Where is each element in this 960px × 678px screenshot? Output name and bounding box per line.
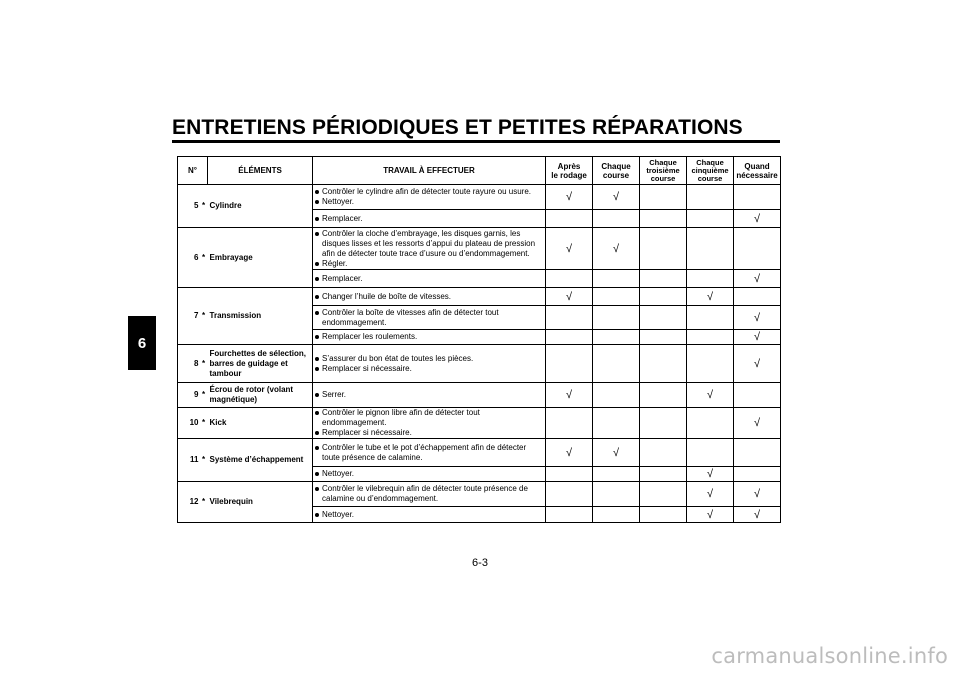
work-cell bbox=[313, 270, 546, 288]
check-cell bbox=[734, 482, 781, 507]
check-cell bbox=[593, 306, 640, 330]
task-item: Remplacer les roulements. bbox=[315, 332, 543, 342]
check-cell bbox=[640, 330, 687, 345]
check-cell bbox=[640, 306, 687, 330]
work-cell bbox=[313, 439, 546, 467]
check-cell bbox=[640, 228, 687, 270]
check-cell bbox=[640, 270, 687, 288]
work-cell bbox=[313, 507, 546, 523]
work-cell bbox=[313, 345, 546, 383]
task-list bbox=[315, 332, 543, 342]
item-element: Cylindre bbox=[208, 185, 313, 228]
task-list bbox=[315, 390, 543, 400]
check-mark-icon: √ bbox=[753, 272, 761, 285]
table-row bbox=[178, 383, 781, 408]
check-mark-icon: √ bbox=[706, 290, 714, 303]
page-number: 6-3 bbox=[472, 557, 488, 569]
check-cell bbox=[640, 439, 687, 467]
check-cell bbox=[640, 383, 687, 408]
check-cell bbox=[593, 507, 640, 523]
item-star: * bbox=[200, 288, 208, 345]
check-cell bbox=[640, 345, 687, 383]
check-cell bbox=[640, 288, 687, 306]
task-item: Remplacer. bbox=[315, 214, 543, 224]
check-cell bbox=[734, 383, 781, 408]
check-cell bbox=[687, 507, 734, 523]
check-cell bbox=[687, 185, 734, 210]
check-cell bbox=[546, 288, 593, 306]
task-list bbox=[315, 443, 543, 463]
item-star: * bbox=[200, 383, 208, 408]
header-num: N° bbox=[178, 157, 208, 185]
item-element: Embrayage bbox=[208, 228, 313, 288]
item-element: Système d’échappement bbox=[208, 439, 313, 482]
task-item: Contrôler la cloche d’embrayage, les disques garnis, les disques lisses et les ressorts d’appui du plateau de pression afin de détecter toute trace d’usure ou d’endommagement. bbox=[315, 229, 543, 259]
check-mark-icon: √ bbox=[612, 191, 620, 203]
check-cell bbox=[593, 330, 640, 345]
task-item: Serrer. bbox=[315, 390, 543, 400]
check-mark-icon: √ bbox=[565, 389, 573, 401]
check-cell bbox=[593, 228, 640, 270]
task-item: Régler. bbox=[315, 259, 543, 269]
check-cell bbox=[593, 467, 640, 482]
check-cell bbox=[593, 439, 640, 467]
table-row bbox=[178, 439, 781, 467]
table-row bbox=[178, 288, 781, 306]
item-star: * bbox=[200, 228, 208, 288]
task-item: Remplacer. bbox=[315, 274, 543, 284]
item-element: Kick bbox=[208, 408, 313, 439]
check-mark-icon: √ bbox=[753, 311, 761, 324]
check-cell bbox=[640, 467, 687, 482]
item-star: * bbox=[200, 439, 208, 482]
watermark: carmanualsonline.info bbox=[711, 644, 948, 668]
work-cell bbox=[313, 482, 546, 507]
task-list bbox=[315, 229, 543, 269]
check-mark-icon: √ bbox=[753, 488, 761, 500]
check-mark-icon: √ bbox=[753, 357, 761, 370]
check-cell bbox=[546, 270, 593, 288]
check-cell bbox=[546, 330, 593, 345]
check-mark-icon: √ bbox=[753, 331, 761, 343]
item-element: Fourchettes de sélection, barres de guidage et tambour bbox=[208, 345, 313, 383]
check-cell bbox=[640, 507, 687, 523]
task-item: Nettoyer. bbox=[315, 510, 543, 520]
check-cell bbox=[687, 228, 734, 270]
check-cell bbox=[593, 345, 640, 383]
check-cell bbox=[734, 467, 781, 482]
check-cell bbox=[687, 383, 734, 408]
work-cell bbox=[313, 288, 546, 306]
item-element: Vilebrequin bbox=[208, 482, 313, 523]
check-cell bbox=[546, 482, 593, 507]
work-cell bbox=[313, 467, 546, 482]
check-cell bbox=[734, 330, 781, 345]
check-mark-icon: √ bbox=[706, 488, 714, 500]
work-cell bbox=[313, 210, 546, 228]
check-cell bbox=[687, 467, 734, 482]
check-mark-icon: √ bbox=[612, 242, 620, 255]
task-item: Nettoyer. bbox=[315, 469, 543, 479]
check-cell bbox=[734, 439, 781, 467]
item-number: 5 bbox=[178, 185, 200, 228]
check-cell bbox=[734, 288, 781, 306]
work-cell bbox=[313, 408, 546, 439]
check-cell bbox=[687, 306, 734, 330]
item-number: 9 bbox=[178, 383, 200, 408]
header-every-fifth-race: Chaque cinquième course bbox=[687, 157, 734, 185]
check-cell bbox=[734, 270, 781, 288]
item-number: 6 bbox=[178, 228, 200, 288]
check-mark-icon: √ bbox=[565, 242, 573, 255]
item-number: 8 bbox=[178, 345, 200, 383]
task-item: Changer l’huile de boîte de vitesses. bbox=[315, 292, 543, 302]
header-every-race: Chaque course bbox=[593, 157, 640, 185]
check-cell bbox=[546, 507, 593, 523]
header-work: TRAVAIL À EFFECTUER bbox=[313, 157, 546, 185]
check-mark-icon: √ bbox=[753, 508, 761, 521]
check-cell bbox=[687, 288, 734, 306]
check-cell bbox=[734, 185, 781, 210]
item-star: * bbox=[200, 345, 208, 383]
task-item: S’assurer du bon état de toutes les pièces. bbox=[315, 354, 543, 364]
table-row bbox=[178, 345, 781, 383]
check-cell bbox=[640, 408, 687, 439]
check-mark-icon: √ bbox=[706, 468, 714, 480]
header-after-breakin: Après le rodage bbox=[546, 157, 593, 185]
task-list bbox=[315, 354, 543, 374]
task-list bbox=[315, 510, 543, 520]
task-item: Contrôler le tube et le pot d’échappement afin de détecter toute présence de calamine. bbox=[315, 443, 543, 463]
task-list bbox=[315, 214, 543, 224]
check-mark-icon: √ bbox=[565, 191, 573, 203]
check-cell bbox=[687, 330, 734, 345]
item-number: 12 bbox=[178, 482, 200, 523]
item-number: 10 bbox=[178, 408, 200, 439]
page-title: ENTRETIENS PÉRIODIQUES ET PETITES RÉPARATIONS bbox=[172, 116, 743, 139]
table-row bbox=[178, 408, 781, 439]
task-item: Remplacer si nécessaire. bbox=[315, 428, 543, 438]
check-cell bbox=[546, 210, 593, 228]
table-row bbox=[178, 228, 781, 270]
check-mark-icon: √ bbox=[753, 212, 761, 225]
item-element: Transmission bbox=[208, 288, 313, 345]
check-cell bbox=[640, 482, 687, 507]
check-cell bbox=[546, 439, 593, 467]
task-list bbox=[315, 274, 543, 284]
check-cell bbox=[734, 408, 781, 439]
check-cell bbox=[687, 345, 734, 383]
task-item: Contrôler le cylindre afin de détecter toute rayure ou usure. bbox=[315, 187, 543, 197]
check-mark-icon: √ bbox=[565, 446, 573, 459]
item-number: 7 bbox=[178, 288, 200, 345]
item-star: * bbox=[200, 185, 208, 228]
task-list bbox=[315, 308, 543, 328]
task-list bbox=[315, 408, 543, 438]
table-body bbox=[178, 185, 781, 523]
check-cell bbox=[687, 482, 734, 507]
check-mark-icon: √ bbox=[565, 290, 573, 303]
check-cell bbox=[546, 408, 593, 439]
work-cell bbox=[313, 185, 546, 210]
check-mark-icon: √ bbox=[706, 389, 714, 401]
task-list bbox=[315, 292, 543, 302]
check-cell bbox=[687, 210, 734, 228]
task-list bbox=[315, 484, 543, 504]
header-every-third-race: Chaque troisième course bbox=[640, 157, 687, 185]
task-list bbox=[315, 187, 543, 207]
check-cell bbox=[734, 507, 781, 523]
table-header-row bbox=[178, 157, 781, 185]
check-cell bbox=[593, 185, 640, 210]
check-cell bbox=[593, 210, 640, 228]
check-cell bbox=[593, 288, 640, 306]
check-cell bbox=[687, 439, 734, 467]
maintenance-table bbox=[177, 156, 781, 523]
check-cell bbox=[546, 383, 593, 408]
check-mark-icon: √ bbox=[612, 446, 620, 459]
work-cell bbox=[313, 228, 546, 270]
task-item: Contrôler le vilebrequin afin de détecter toute présence de calamine ou d’endommagement. bbox=[315, 484, 543, 504]
item-star: * bbox=[200, 408, 208, 439]
task-item: Nettoyer. bbox=[315, 197, 543, 207]
item-element: Écrou de rotor (volant magnétique) bbox=[208, 383, 313, 408]
check-cell bbox=[546, 228, 593, 270]
work-cell bbox=[313, 383, 546, 408]
task-item: Remplacer si nécessaire. bbox=[315, 364, 543, 374]
work-cell bbox=[313, 330, 546, 345]
check-cell bbox=[640, 185, 687, 210]
task-item: Contrôler le pignon libre afin de détecter tout endommagement. bbox=[315, 408, 543, 428]
work-cell bbox=[313, 306, 546, 330]
check-cell bbox=[546, 467, 593, 482]
check-cell bbox=[734, 210, 781, 228]
check-cell bbox=[640, 210, 687, 228]
table-row bbox=[178, 185, 781, 210]
task-list bbox=[315, 469, 543, 479]
header-when-needed: Quand nécessaire bbox=[734, 157, 781, 185]
check-cell bbox=[687, 408, 734, 439]
table-row bbox=[178, 482, 781, 507]
chapter-tab: 6 bbox=[128, 316, 156, 370]
check-cell bbox=[546, 345, 593, 383]
check-cell bbox=[593, 270, 640, 288]
check-cell bbox=[546, 185, 593, 210]
check-cell bbox=[734, 228, 781, 270]
item-star: * bbox=[200, 482, 208, 523]
check-cell bbox=[734, 345, 781, 383]
check-cell bbox=[546, 306, 593, 330]
header-elements: ÉLÉMENTS bbox=[208, 157, 313, 185]
task-item: Contrôler la boîte de vitesses afin de détecter tout endommagement. bbox=[315, 308, 543, 328]
check-mark-icon: √ bbox=[753, 417, 761, 429]
check-cell bbox=[687, 270, 734, 288]
check-mark-icon: √ bbox=[706, 508, 714, 521]
check-cell bbox=[734, 306, 781, 330]
title-underline bbox=[172, 140, 780, 143]
check-cell bbox=[593, 383, 640, 408]
check-cell bbox=[593, 408, 640, 439]
check-cell bbox=[593, 482, 640, 507]
item-number: 11 bbox=[178, 439, 200, 482]
